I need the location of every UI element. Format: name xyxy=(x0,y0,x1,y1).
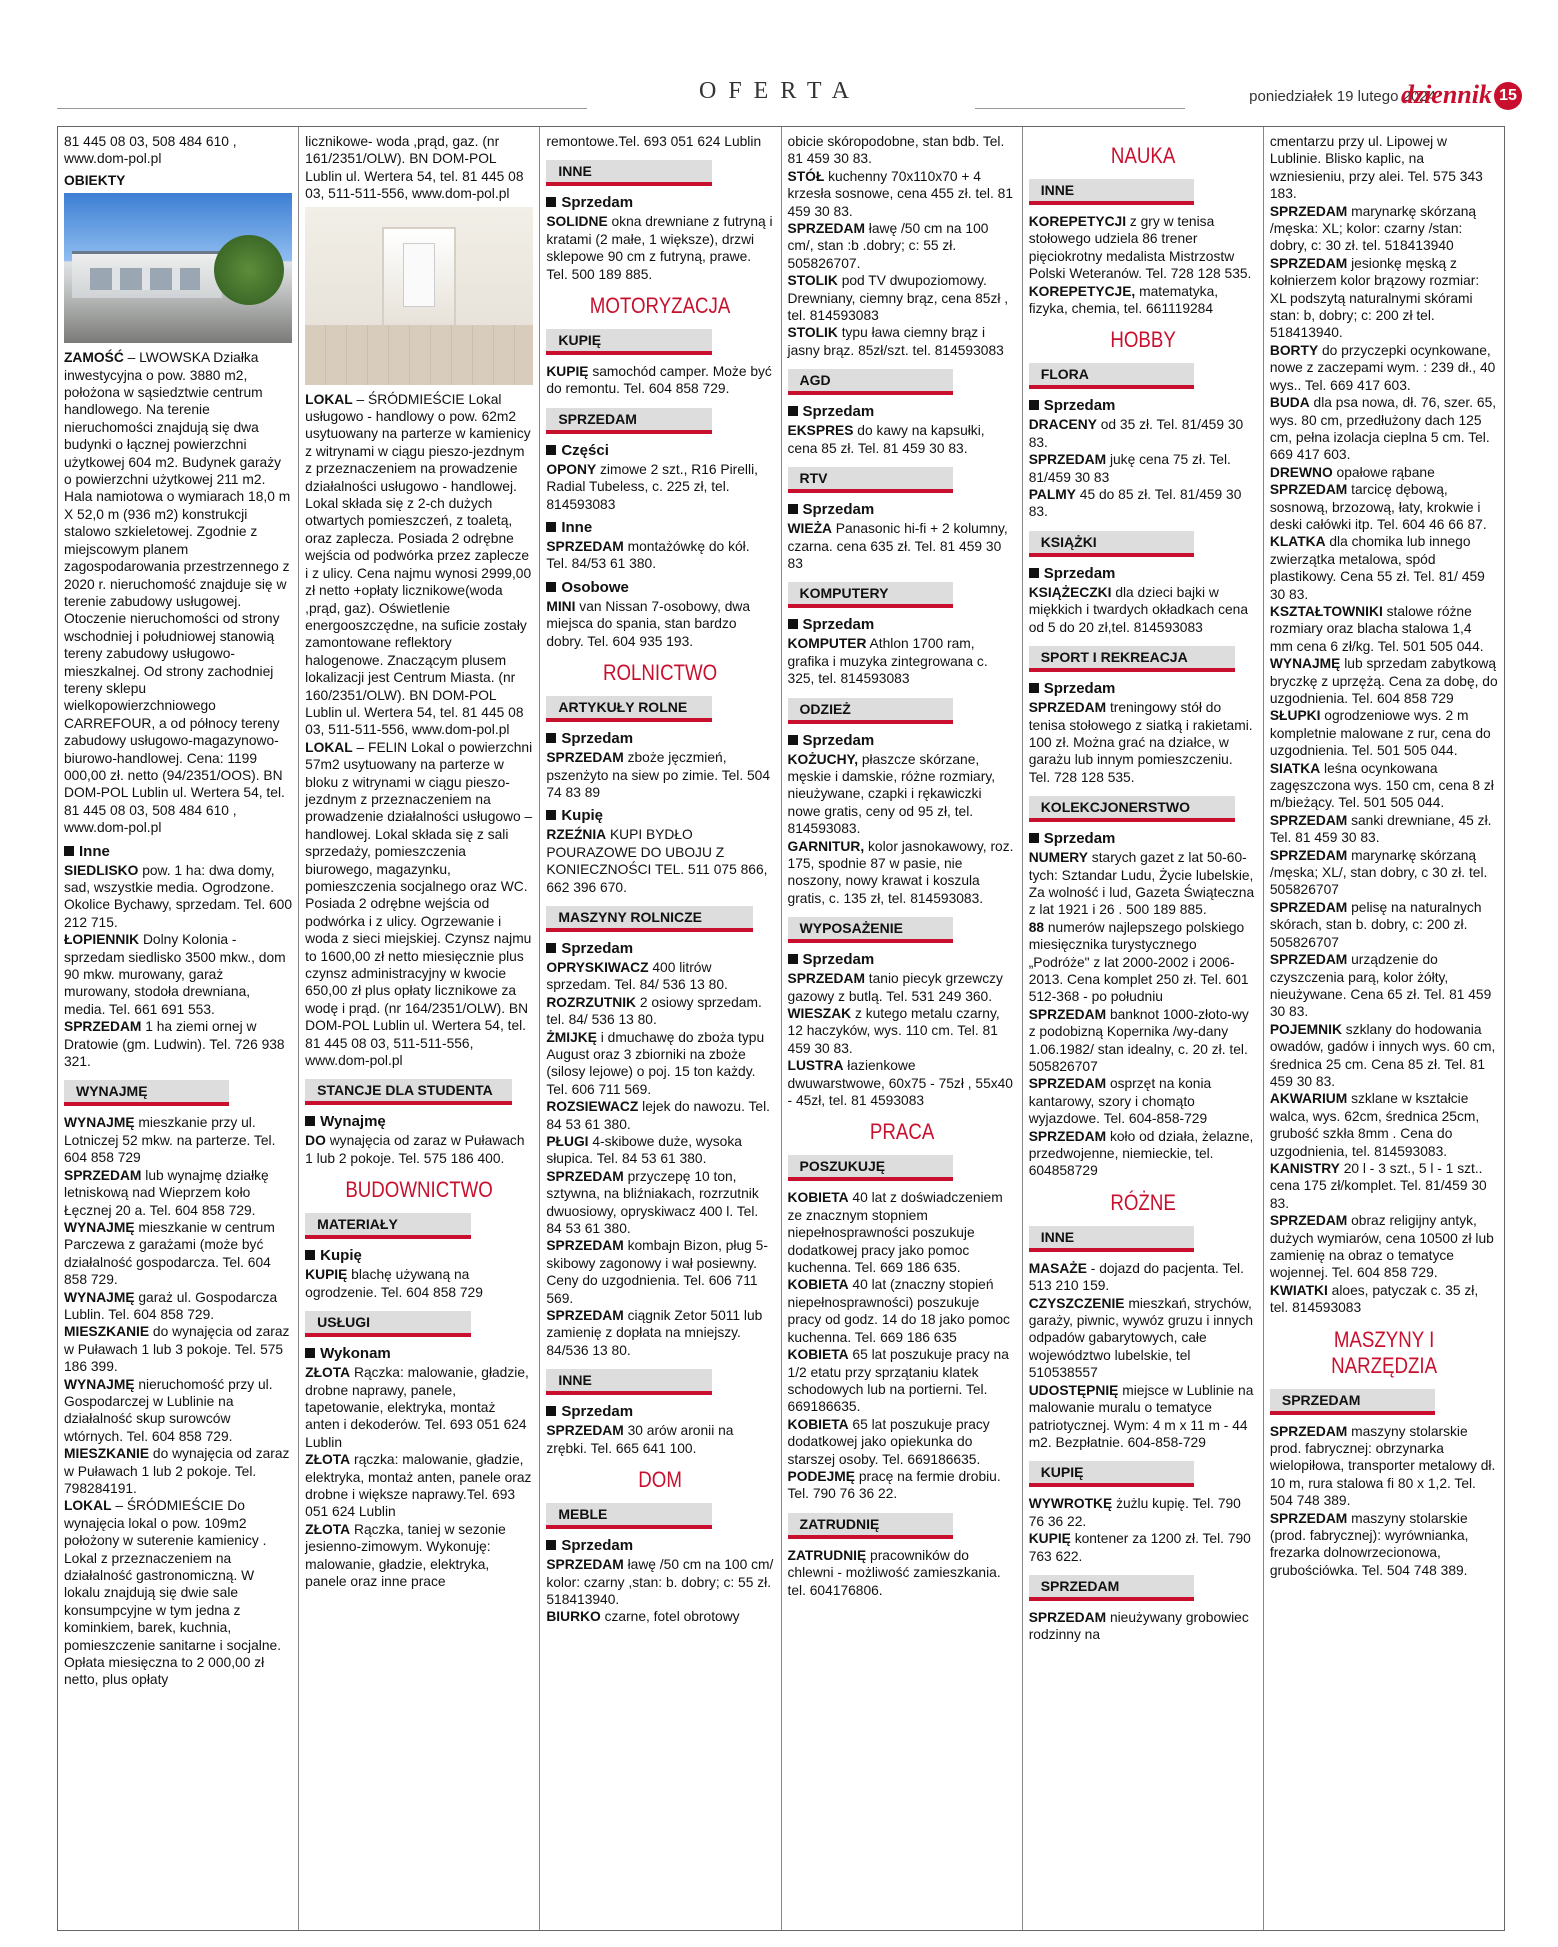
listing: MIESZKANIE do wynajęcia od zaraz w Puławach 1 lub 2 pokoje. Tel. 798284191. xyxy=(64,1446,290,1496)
listing: LUSTRA łazienkowe dwuwarstwowe, 60x75 - 75zł , 55x40 - 45zł, tel. 81 4593083 xyxy=(787,1058,1013,1109)
listing: SPRZEDAM sanki drewniane, 45 zł. Tel. 81 459 30 83. xyxy=(1269,812,1492,846)
category-bar: FLORA xyxy=(1029,363,1194,389)
listing: KOŻUCHY, płaszcze skórzane, męskie i damskie, różne rozmiary, nieużywane, czapki i rękawiczki nowe gratis, ceny od 95 zł, tel. 814593083. xyxy=(787,751,996,837)
listing: PŁUGI 4-skibowe duże, wysoka słupica. Tel. 84 53 61 380. xyxy=(546,1134,742,1167)
listing: BUDA dla psa nowa, dł. 76, szer. 65, wys. 80 cm, przedłużony dach 125 cm, pełna izolacja cieplna 5 cm. Tel. 669 417 603. xyxy=(1269,395,1497,463)
subcategory-heading: Inne xyxy=(64,843,292,860)
category-bar: ODZIEŻ xyxy=(788,698,953,724)
listing: WYNAJMĘ mieszkanie przy ul. Lotniczej 52 mkw. na parterze. Tel. 604 858 729 xyxy=(64,1115,276,1166)
category-bar: SPRZEDAM xyxy=(1270,1389,1435,1415)
listing: MINI van Nissan 7-osobowy, dwa miejsca do spania, stan bardzo dobry. Tel. 604 935 193. xyxy=(546,598,751,649)
category-bar: SPORT I REKREACJA xyxy=(1029,646,1236,672)
section-heading: NAUKA xyxy=(1110,143,1175,168)
listing: LOKAL – ŚRÓDMIEŚCIE Do wynajęcia lokal o pow. 109m2 położony w suterenie kamienicy . Lokal z przeznaczeniem na działalność gastronomiczną. W lokalu znajdują się dwie sale konsumpcyjne w tym jedna z kominkiem, barek, kuchnia, pomieszczenie sanitarne i socjalne. Opłata miesięczna to 2 000,00 zł netto, plus opłaty xyxy=(64,1498,282,1688)
category-bar: POSZUKUJĘ xyxy=(788,1155,953,1181)
listing: UDOSTĘPNIĘ miejsce w Lublinie na malowanie muralu o tematyce patriotycznej. Wym: 4 m x 11 m - 44 m2. Bezpłatnie. 604-858-729 xyxy=(1028,1382,1254,1450)
category-bar: MATERIAŁY xyxy=(305,1213,470,1239)
listing: SPRZEDAM jukę cena 75 zł. Tel. 81/459 30 83 xyxy=(1028,452,1231,485)
section-heading: ROLNICTWO xyxy=(603,660,718,686)
listing: NUMERY starych gazet z lat 50-60-tych: Sztandar Ludu, Życie lubelskie, Za wolność i lud, Gazeta Świąteczna z lat 1921 i 26 . 500 189 885. xyxy=(1028,850,1255,918)
listing: LOKAL – FELIN Lokal o powierzchni 57m2 usytuowany na parterze w bloku z witrynami w ciągu pieszo-jezdnym z przeznaczeniem na prowadzenie działalności usługowo – handlowej. Lokal składa się z sali sprzedaży, pomieszczenia biurowego, magazynku, pomieszczenia socjalnego oraz WC. Posiada 2 odrębne wejścia od podwórka i z ulicy. Ogrzewanie i woda z sieci miejskiej. Czynsz najmu to 1600,00 zł netto miesięcznie plus czynsz administracyjny w kwocie 650,00 zł plus opłaty licznikowe za wodę i prąd. (nr 164/2351/OLW). BN DOM-POL Lublin ul. Wertera 54, tel. 81 445 08 03, 511-511-556, www.dom-pol.pl xyxy=(305,739,533,1069)
issue-date: poniedziałek 19 lutego 2024 xyxy=(1249,88,1436,105)
listing: SPRZEDAM zboże jęczmień, pszenżyto na siew po zimie. Tel. 504 74 83 89 xyxy=(546,750,771,800)
listing: KSZTAŁTOWNIKI stalowe różne rozmiary oraz blacha stalowa 1,4 mm cena 6 zł/kg. Tel. 501 505 044. xyxy=(1269,603,1484,654)
listing: WYWROTKĘ żużlu kupię. Tel. 790 76 36 22. xyxy=(1028,1496,1241,1529)
subcategory-heading: Sprzedam xyxy=(546,940,774,957)
classifieds-grid xyxy=(57,126,1505,1931)
listing: SPRZEDAM urządzenie do czyszczenia parą, kolor żółty, nieużywane. Cena 65 zł. Tel. 81 459 30 83. xyxy=(1269,952,1492,1020)
subcategory-heading: Sprzedam xyxy=(1029,397,1257,414)
listing: SPRZEDAM jesionkę męską z kołnierzem kolor brązowy rozmiar: XL podszytą naturalnymi skórami stan: b, dobry; c: 200 zł tel. 518413940. xyxy=(1269,255,1480,341)
listing: WYNAJMĘ garaż ul. Gospodarcza Lublin. Tel. 604 858 729. xyxy=(64,1289,278,1322)
listing-photo xyxy=(305,207,533,385)
category-bar: ZATRUDNIĘ xyxy=(788,1513,953,1539)
listing: SPRZEDAM maszyny stolarskie prod. fabrycznej: obrzynarka wielopiłowa, transporter metalowy dł. 10 m, rura stalowa fi 80 x 1,2. Tel. 504 748 389. xyxy=(1269,1423,1496,1509)
listing: SPRZEDAM 30 arów aronii na zrębki. Tel. 665 641 100. xyxy=(546,1423,734,1456)
listing: SPRZEDAM ławę /50 cm na 100 cm/ kolor: czarny ,stan: b. dobry; c: 55 zł. 518413940. xyxy=(546,1557,774,1607)
section-heading: RÓŻNE xyxy=(1110,1189,1176,1215)
subcategory-heading: Wynajmę xyxy=(305,1113,533,1130)
listing: SPRZEDAM treningowy stół do tenisa stołowego z siatką i rakietami. 100 zł. Można grać na działce, w garażu lub innym pomieszczeniu. Tel. 728 128 535. xyxy=(1028,700,1253,785)
listing: ŁOPIENNIK Dolny Kolonia - sprzedam siedlisko 3500 mkw., dom 90 mkw. murowany, garaż murowany, stodoła drewniana, media. Tel. 661 691 553. xyxy=(64,932,286,1017)
listing: DO wynajęcia od zaraz w Puławach 1 lub 2 pokoje. Tel. 575 186 400. xyxy=(305,1133,525,1166)
category-bar: INNE xyxy=(546,160,711,186)
section-heading: BUDOWNICTWO xyxy=(345,1177,494,1203)
listing: KOBIETA 65 lat poszukuje pracy dodatkowej jako opiekunka do starszej osoby. Tel. 669186635. xyxy=(787,1416,990,1467)
listing: BIURKO czarne, fotel obrotowy xyxy=(546,1609,740,1625)
section-heading: MASZYNY I NARZĘDZIA xyxy=(1330,1326,1437,1378)
listing: SPRZEDAM marynarkę skórzaną /męska; XL/, stan dobry, c 30 zł. tel. 505826707 xyxy=(1269,847,1488,898)
column-1 xyxy=(58,127,299,1930)
building-illustration xyxy=(72,251,222,298)
section-heading: HOBBY xyxy=(1110,327,1176,353)
listing: SPRZEDAM koło od działa, żelazne, przedwojenne, niemieckie, tel. 604858729 xyxy=(1028,1128,1254,1179)
listing: MASAŻE - dojazd do pacjenta. Tel. 513 210 159. xyxy=(1028,1260,1244,1294)
listing: KOBIETA 40 lat (znaczny stopień niepełnosprawności) poszukuje pracy od godz. 14 do 18 jako pomoc kuchenna. Tel. 669 186 635 xyxy=(787,1277,1010,1345)
listing: SPRZEDAM przyczepę 10 ton, sztywna, na bliźniakach, rozrzutnik dwuosiowy, opryskiwacz 400 l. Tel. 84 53 61 380. xyxy=(546,1168,759,1237)
listing: GARNITUR, kolor jasnokawowy, roz. 175, spodnie 87 w pasie, nie noszony, nowy krawat i koszula gratis, c. 135 zł, tel. 814593083. xyxy=(787,838,1014,906)
subcategory-heading: Sprzedam xyxy=(788,616,1016,633)
subcategory-heading: Kupię xyxy=(305,1247,533,1264)
subcategory-heading: Sprzedam xyxy=(1029,680,1257,697)
listing: ZŁOTA Rączka: malowanie, gładzie, drobne naprawy, panele, tapetowanie, elektryka, montaż anten i dekoderów. Tel. 693 051 624 Lublin xyxy=(305,1365,529,1450)
category-bar: RTV xyxy=(788,467,953,493)
category-bar: STANCJE DLA STUDENTA xyxy=(305,1079,512,1105)
floor-illustration xyxy=(305,325,533,385)
listing: ZŁOTA rączka: malowanie, gładzie, elektryka, montaż anten, panele oraz drobne i większe naprawy.Tel. 693 051 624 Lublin xyxy=(305,1452,532,1520)
listing: SPRZEDAM banknot 1000-złoto-wy z podobizną Kopernika /wy-dany 1.06.1982/ stan idealny, c. 20 zł. tel. 505826707 xyxy=(1028,1006,1249,1074)
listing: SPRZEDAM ciągnik Zetor 5011 lub zamienię z dopłata na mniejszy. 84/536 13 80. xyxy=(546,1308,763,1358)
listing: DRACENY od 35 zł. Tel. 81/459 30 83. xyxy=(1028,417,1244,450)
listing: KOREPETYCJE, matematyka, fizyka, chemia, tel. 661119284 xyxy=(1028,283,1219,317)
newspaper-logo: dziennik xyxy=(1400,80,1492,109)
subcategory-heading: Sprzedam xyxy=(546,1537,774,1554)
subcategory-heading: Osobowe xyxy=(546,579,774,596)
listing-text: licznikowe- woda ,prąd, gaz. (nr 161/2351/OLW). BN DOM-POL Lublin ul. Wertera 54, tel. 81 445 08 03, 511-511-556, www.dom-pol.pl xyxy=(305,134,524,202)
listing-text: obicie skóropodobne, stan bdb. Tel. 81 459 30 83. xyxy=(787,134,1005,167)
category-bar: WYPOSAŻENIE xyxy=(788,917,953,943)
listing-text: remontowe.Tel. 693 051 624 Lublin xyxy=(546,134,762,149)
category-bar: KOLEKCJONERSTWO xyxy=(1029,796,1236,822)
listing: KLATKA dla chomika lub innego zwierzątka metalowa, spód plastikowy. Cena 55 zł. Tel. 81/ 459 30 83. xyxy=(1269,534,1485,602)
listing: WIESZAK z kutego metalu czarny, 12 haczyków, wys. 110 cm. Tel. 81 459 30 83. xyxy=(787,1006,1000,1056)
subcategory-heading: Części xyxy=(546,442,774,459)
section-title: OFERTA xyxy=(699,78,861,104)
listing: SPRZEDAM osprzęt na konia kantarowy, szory i chomąto wyjazdowe. Tel. 604-858-729 xyxy=(1028,1076,1212,1127)
listing-text: 81 445 08 03, 508 484 610 , www.dom-pol.pl xyxy=(64,134,237,167)
listing: EKSPRES do kawy na kapsułki, cena 85 zł. Tel. 81 459 30 83. xyxy=(787,423,985,456)
listing: PODEJMĘ pracę na fermie drobiu. Tel. 790 76 36 22. xyxy=(787,1468,1001,1502)
page-number: 15 xyxy=(1494,82,1522,110)
column-5 xyxy=(1023,127,1264,1930)
category-bar: MASZYNY ROLNICZE xyxy=(546,906,753,932)
subcategory-heading: Sprzedam xyxy=(546,194,774,211)
column-6 xyxy=(1264,127,1504,1930)
section-heading: MOTORYZACJA xyxy=(590,293,731,319)
listing: PALMY 45 do 85 zł. Tel. 81/459 30 83. xyxy=(1028,487,1242,520)
listing: STÓŁ kuchenny 70x110x70 + 4 krzesła sosnowe, cena 455 zł. tel. 81 459 30 83. xyxy=(787,168,1013,219)
listing: ŻMIJKĘ i dmuchawę do zboża typu August oraz 3 zbiorniki na zboże (silosy lejowe) o poj. 15 ton każdy. Tel. 606 711 569. xyxy=(546,1029,765,1097)
listing: WIEŻA Panasonic hi-fi + 2 kolumny, czarna. cena 635 zł. Tel. 81 459 30 83 xyxy=(787,521,1008,571)
listing: BORTY do przyczepki ocynkowane, nowe z zaczepami wym. : 239 dł., 40 wys.. Tel. 669 417 603. xyxy=(1269,342,1496,393)
subcategory-heading: Inne xyxy=(546,519,774,536)
listing: KUPIĘ kontener za 1200 zł. Tel. 790 763 622. xyxy=(1028,1531,1251,1564)
listing: STOLIK typu ława ciemny brąz i jasny brąz. 85zł/szt. tel. 814593083 xyxy=(787,325,1004,358)
listing-photo xyxy=(64,193,292,343)
category-bar: AGD xyxy=(788,369,953,395)
category-bar: MEBLE xyxy=(546,1503,711,1529)
header-rule-left xyxy=(57,108,587,109)
listing: AKWARIUM szklane w kształcie walca, wys. 62cm, średnica 25cm, grubość szkła 8mm . Cena do uzgodnienia, tel. 814593083. xyxy=(1269,1091,1480,1159)
category-bar: KOMPUTERY xyxy=(788,582,953,608)
page-header xyxy=(0,0,1558,112)
tree-illustration xyxy=(214,235,284,305)
listing: WYNAJMĘ nieruchomość przy ul. Gospodarczej w Lublinie na działalność skup surowców wtórnych. Tel. 604 858 729. xyxy=(64,1376,273,1444)
listing: SPRZEDAM nieużywany grobowiec rodzinny na xyxy=(1028,1609,1249,1643)
listing: SPRZEDAM obraz religijny antyk, dużych wymiarów, cena 10500 zł lub zamienię na obraz o tematyce wojennej. Tel. 604 858 729. xyxy=(1269,1213,1494,1281)
listing: ZŁOTA Rączka, taniej w sezonie jesienno-zimowym. Wykonuję: malowanie, gładzie, elektryka, panele oraz inne prace xyxy=(305,1521,506,1589)
section-heading: DOM xyxy=(638,1467,683,1493)
listing: SPRZEDAM lub wynajmę działkę letniskową nad Wieprzem koło Łęcznej 20 a. Tel. 604 858 729. xyxy=(64,1167,269,1218)
listing: SPRZEDAM maszyny stolarskie (prod. fabrycznej): wyrównianka, frezarka dolnowrzecionowa, grubościówka. Tel. 504 748 389. xyxy=(1269,1510,1469,1578)
listing: KOBIETA 65 lat poszukuje pracy na 1/2 etatu przy sprzątaniu klatek schodowych lub na portierni. Tel. 669186635. xyxy=(787,1347,1009,1415)
category-bar: KUPIĘ xyxy=(1029,1461,1194,1487)
subcategory-heading: Kupię xyxy=(546,807,774,824)
listing: MIESZKANIE do wynajęcia od zaraz w Puławach 1 lub 3 pokoje. Tel. 575 186 399. xyxy=(64,1324,290,1375)
listing: ZAMOŚĆ – LWOWSKA Działka inwestycyjna o pow. 3880 m2, położona w sąsiedztwie centrum handlowego. Na terenie nieruchomości znajdują się dwa budynki o łącznej powierzchni użytkowej 604 m2. Budynek garaży o powierzchni użytkowej 211 m2. Hala namiotowa o wymiarach 18,0 m X 52,0 m (936 m2) konstrukcji stalowo szkieletowej. Zgodnie z miejscowym planem zagospodarowania przestrzennego z 2020 r. nieruchomość znajduje się w terenie zabudowy usługowej. Otoczenie nieruchomości od strony wschodniej i południowej stanowią tereny zabudowy usługowo-mieszkalnej. Od strony zachodniej tereny sklepu wielkopowierzchniowego CARREFOUR, a od północy tereny zabudowy usługowo-magazynowo-biurowo-handlowej. Cena: 1199 000,00 zł. netto (94/2351/OOS). BN DOM-POL Lublin ul. Wertera 54, tel. 81 445 08 03, 508 484 610 , www.dom-pol.pl xyxy=(64,350,291,836)
listing: WYNAJMĘ lub sprzedam zabytkową bryczkę z uprzężą. Cena za dobę, do uzgodnienia. Tel. 604 858 729 xyxy=(1269,656,1498,706)
listing: SIATKA leśna ocynkowana zagęszczona wys. 150 cm, cena 8 zł m/bieżący. Tel. 501 505 044. xyxy=(1269,760,1494,811)
listing: ZATRUDNIĘ pracowników do chlewni - możliwość zamieszkania. tel. 604176806. xyxy=(787,1547,1001,1598)
category-bar: ARTYKUŁY ROLNE xyxy=(546,696,711,722)
listing: SOLIDNE okna drewniane z futryną i kratami (2 małe, 1 większe), drzwi sklepowe 90 cm z futryną, prawe. Tel. 500 189 885. xyxy=(546,214,773,282)
subcategory-heading: Sprzedam xyxy=(1029,830,1257,847)
listing: KSIĄŻECZKI dla dzieci bajki w miękkich i twardych okładkach cena od 5 do 20 zł,tel. 814593083 xyxy=(1028,584,1249,635)
subcategory-heading: Wykonam xyxy=(305,1345,533,1362)
listing: SIEDLISKO pow. 1 ha: dwa domy, sad, wszystkie media. Ogrodzone. Okolice Bychawy, sprzedam. Tel. 600 212 715. xyxy=(64,862,293,930)
column-3 xyxy=(540,127,781,1930)
subcategory-heading: Sprzedam xyxy=(788,403,1016,420)
door-illustration xyxy=(403,243,435,307)
listing: SPRZEDAM kombajn Bizon, pług 5-skibowy zagonowy i wał posiewny. Ceny do uzgodnienia. Tel. 606 711 569. xyxy=(546,1238,768,1306)
listing: KOREPETYCJI z gry w tenisa stołowego udziela 86 trener pięciokrotny medalista Mistrzostw Polski Weteranów. Tel. 728 128 535. xyxy=(1028,214,1252,282)
listing: SPRZEDAM marynarkę skórzaną /męska: XL; kolor: czarny /stan: dobry, c: 30 zł. tel. 518413940 xyxy=(1269,203,1477,254)
listing: KOBIETA 40 lat z doświadczeniem ze znacznym stopniem niepełnosprawności poszukuje dodatkowej pracy jako pomoc kuchenna. Tel. 669 186 635. xyxy=(787,1190,1003,1276)
listing: SPRZEDAM tarcicę dębową, sosnową, brzozową, łaty, krokwie i deski całówki itp. Tel. 604 46 66 87. xyxy=(1269,482,1487,532)
listing: STOLIK pod TV dwupoziomowy. Drewniany, ciemny brąz, cena 85zł , tel. 814593083 xyxy=(787,273,1009,324)
listing: 88 numerów najlepszego polskiego miesięcznika turystycznego „Podróże" z lat 2000-2002 i 2006-2013. Cena komplet 250 zł. Tel. 601 512-368 - po południu xyxy=(1028,919,1249,1005)
listing: KOMPUTER Athlon 1700 ram, grafika i muzyka zintegrowana c. 325, tel. 814593083 xyxy=(787,636,988,687)
listing: POJEMNIK szklany do hodowania owadów, gadów i innych wys. 60 cm, średnica 25 cm. Cena 85 zł. Tel. 81 459 30 83. xyxy=(1269,1021,1496,1089)
listing: DREWNO opałowe rąbane xyxy=(1269,464,1435,480)
listing: SPRZEDAM 1 ha ziemi ornej w Dratowie (gm. Ludwin). Tel. 726 938 321. xyxy=(64,1019,285,1070)
category-bar: INNE xyxy=(546,1369,711,1395)
subcategory-heading: Sprzedam xyxy=(788,501,1016,518)
listing: ROZRZUTNIK 2 osiowy sprzedam. tel. 84/ 536 13 80. xyxy=(546,994,762,1028)
listing: SPRZEDAM tanio piecyk grzewczy gazowy z butlą. Tel. 531 249 360. xyxy=(787,971,1003,1004)
category-bar: INNE xyxy=(1029,179,1194,205)
header-rule-right xyxy=(975,108,1185,109)
listing: SPRZEDAM montażówkę do kół. Tel. 84/53 61 380. xyxy=(546,539,750,572)
listing: SPRZEDAM pelisę na naturalnych skórach, stan b. dobry, c: 200 zł. 505826707 xyxy=(1269,899,1482,950)
listing-text: cmentarzu przy ul. Lipowej w Lublinie. Blisko kaplic, na wzniesieniu, przy alei. Tel. 575 343 183. xyxy=(1269,134,1483,202)
listing: KUPIĘ samochód camper. Może być do remontu. Tel. 604 858 729. xyxy=(546,364,772,397)
category-bar: SPRZEDAM xyxy=(546,408,711,434)
listing: WYNAJMĘ mieszkanie w centrum Parczewa z garażami (może być działalność gospodarcza. Tel. 604 858 729. xyxy=(64,1219,275,1288)
category-bar: INNE xyxy=(1029,1226,1194,1252)
category-bar: USŁUGI xyxy=(305,1311,470,1337)
subcategory-heading: Sprzedam xyxy=(546,1403,774,1420)
listing: CZYSZCZENIE mieszkań, strychów, garaży, piwnic, wywóz gruzu i innych odpadów gabarytowych, całe województwo lubelskie, tel 510538557 xyxy=(1028,1295,1254,1381)
category-bar: SPRZEDAM xyxy=(1029,1575,1194,1601)
category-label: OBIEKTY xyxy=(64,172,126,188)
listing: KUPIĘ blachę używaną na ogrodzenie. Tel. 604 858 729 xyxy=(305,1267,483,1300)
listing: RZEŹNIA KUPI BYDŁO POURAZOWE DO UBOJU Z KONIECZNOŚCI TEL. 511 075 866, 662 396 670. xyxy=(546,827,768,895)
category-bar: WYNAJMĘ xyxy=(64,1080,229,1106)
section-heading: PRACA xyxy=(869,1119,934,1145)
listing: OPRYSKIWACZ 400 litrów sprzedam. Tel. 84/ 536 13 80. xyxy=(546,959,728,993)
category-bar: KSIĄŻKI xyxy=(1029,531,1194,557)
category-bar: KUPIĘ xyxy=(546,329,711,355)
listing: ROZSIEWACZ lejek do nawozu. Tel. 84 53 61 380. xyxy=(546,1099,770,1132)
column-4 xyxy=(782,127,1023,1930)
subcategory-heading: Sprzedam xyxy=(788,732,1016,749)
column-2 xyxy=(299,127,540,1930)
listing: KWIATKI aloes, patyczak c. 35 zł, tel. 814593083 xyxy=(1269,1282,1479,1316)
listing: OPONY zimowe 2 szt., R16 Pirelli, Radial Tubeless, c. 225 zł, tel. 814593083 xyxy=(546,461,758,512)
subcategory-heading: Sprzedam xyxy=(546,730,774,747)
subcategory-heading: Sprzedam xyxy=(788,951,1016,968)
listing: KANISTRY 20 l - 3 szt., 5 l - 1 szt.. cena 175 zł/komplet. Tel. 81/459 30 83. xyxy=(1269,1160,1487,1211)
subcategory-heading: Sprzedam xyxy=(1029,565,1257,582)
listing: SPRZEDAM ławę /50 cm na 100 cm/, stan :b .dobry; c: 55 zł. 505826707. xyxy=(787,221,989,271)
listing: LOKAL – ŚRÓDMIEŚCIE Lokal usługowo - handlowy o pow. 62m2 usytuowany na parterze w kamienicy z witrynami w ciągu pieszo-jezdnym z przeznaczeniem na prowadzenie działalności usługowo - handlowej. Lokal składa się z 2-ch dużych otwartych pomieszczeń, z toaletą, oraz zaplecza. Posiada 2 odrębne wejścia od podwórka przez zaplecze i z ulicy. Cena najmu wynosi 2999,00 zł netto +opłaty licznikowe(woda ,prąd, gaz). Oświetlenie energooszczędne, na suficie zostały zamontowane reflektory halogenowe. Znaczącym plusem lokalizacji jest Centrum Miasta. (nr 160/2351/OLW). BN DOM-POL Lublin ul. Wertera 54, tel. 81 445 08 03, 511-511-556, www.dom-pol.pl xyxy=(305,391,532,738)
listing: SŁUPKI ogrodzeniowe wys. 2 m kompletnie malowane z rur, cena do uzgodnienia. Tel. 501 505 044. xyxy=(1269,708,1491,759)
